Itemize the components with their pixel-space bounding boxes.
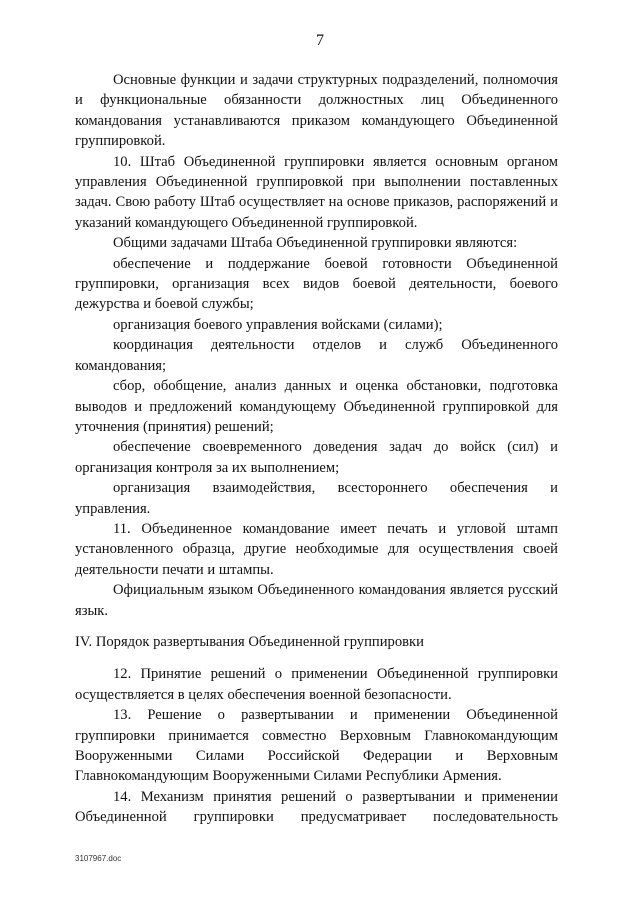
section-heading: IV. Порядок развертывания Объединенной группировки <box>75 633 424 650</box>
list-item-combat-readiness: обеспечение и поддержание боевой готовности Объединенной группировки, организация всех видов боевой деятельности, боевого дежурства и боевой службы; <box>75 255 558 313</box>
page-number: 7 <box>316 32 324 49</box>
list-item-combat-control: организация боевого управления войсками (силами); <box>113 316 443 333</box>
paragraph-13: 13. Решение о развертывании и применении Объединенной группировки принимается совместно Верховным Главнокомандующим Вооруженными Силами Российской Федерации и Верховным Главнокомандующим Вооруженными Силами Республики Армения. <box>75 707 558 785</box>
list-item-interaction: организация взаимодействия, всестороннего обеспечения и управления. <box>75 480 558 517</box>
document-body <box>75 70 558 828</box>
paragraph-14: 14. Механизм принятия решений о развертывании и применении Объединенной группировки предусматривает последовательность <box>75 788 558 826</box>
list-item-task-delivery: обеспечение своевременного доведения задач до войск (сил) и организация контроля за их выполнением; <box>75 439 558 476</box>
paragraph-12: 12. Принятие решений о применении Объединенной группировки осуществляется в целях обеспечения военной безопасности. <box>75 666 558 703</box>
footer-document-code: 3107967.doc <box>75 854 122 863</box>
paragraph-official-language: Официальным языком Объединенного командования является русский язык. <box>75 582 558 619</box>
paragraph-11-seal: 11. Объединенное командование имеет печать и угловой штамп установленного образца, другие необходимые для осуществления своей деятельности печати и штампы. <box>75 520 558 578</box>
paragraph-10-headquarters: 10. Штаб Объединенной группировки является основным органом управления Объединенной группировкой при выполнении поставленных задач. Свою работу Штаб осуществляет на основе приказов, распоряжений и указаний командующего Объединенной группировкой. <box>75 153 558 231</box>
paragraph-hq-tasks-intro: Общими задачами Штаба Объединенной группировки являются: <box>113 235 518 252</box>
list-item-data-analysis: сбор, обобщение, анализ данных и оценка обстановки, подготовка выводов и предложений командующему Объединенной группировкой для уточнения (принятия) решений; <box>75 378 558 435</box>
paragraph-structural-units: Основные функции и задачи структурных подразделений, полномочия и функциональные обязанности должностных лиц Объединенного командования устанавливаются приказом командующего Объединенной группировкой. <box>75 72 558 150</box>
list-item-coordination: координация деятельности отделов и служб Объединенного командования; <box>75 337 558 374</box>
